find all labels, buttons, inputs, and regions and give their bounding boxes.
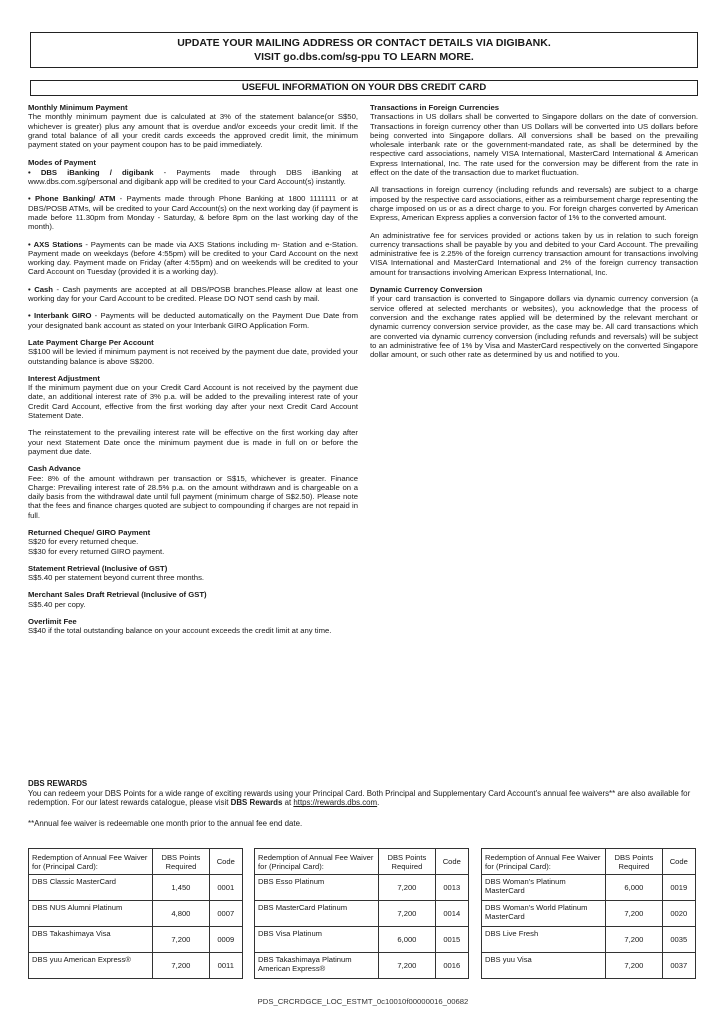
cash-adv-text: Fee: 8% of the amount withdrawn per transaction or S$15, whichever is greater. Finance Charge: Prevailing interest rate of 28.5% p.a. on the amount withdrawn and is chargeable on a daily basis from the withdrawal date until full payment (minimum charge of S$2.50). Please note that the fees and finance charges quoted are subject to compounding if charges are not repaid in full. <box>28 473 358 520</box>
foreign-text-1: Transactions in US dollars shall be converted to Singapore dollars on the date of conversion. Transactions in foreign currency other than US Dollars will be converted into US dollars before being converted into Singapore dollars. All conversions shall be based on the prevailing wholesale interbank rate or the government-mandated rate, as shall be determined by the respective card associations, namely VISA International, MasterCard International & American Express International, Inc. The rate used for the conversion may be different from the rate in effect on the date of the transaction due to market fluctuation. <box>370 112 698 178</box>
card-name: DBS MasterCard Platinum <box>255 901 379 927</box>
merchant-heading: Merchant Sales Draft Retrieval (Inclusive of GST) <box>28 590 207 600</box>
table-row <box>482 901 696 927</box>
overlimit-heading: Overlimit Fee <box>28 617 77 627</box>
code: 0015 <box>435 927 468 953</box>
overlimit-text: S$40 if the total outstanding balance on your account exceeds the credit limit at any time. <box>28 626 332 636</box>
redemption-table-3 <box>481 848 696 979</box>
code: 0001 <box>209 875 242 901</box>
interest-text-1: If the minimum payment due on your Credit Card Account is not received by the payment due date, an additional interest rate of 3% p.a. will be added to the prevailing interest rate of your Credit Card Account, effective from the first working day after your next Credit Card Account Statement Date. <box>28 383 358 421</box>
rewards-text-a: You can redeem your DBS Points for a wide range of exciting rewards using your Principal Card. Both Principal and Supplementary Card Account's annual fee waivers** are also available for redemption. For our latest rewards catalogue, please visit <box>28 788 691 808</box>
header-points: DBS Points Required <box>379 849 435 875</box>
header-name: Redemption of Annual Fee Waiver for (Principal Card): <box>29 849 153 875</box>
code: 0013 <box>435 875 468 901</box>
code: 0019 <box>662 875 695 901</box>
card-name: DBS Woman's World Platinum MasterCard <box>482 901 606 927</box>
table-row <box>482 953 696 979</box>
foreign-text-2: All transactions in foreign currency (including refunds and reversals) are subject to a charge imposed by the respective card associations, either as a reimbursement charge representing the charge imposed on us or as a direct charge to you. For foreign charges converted by American Express, American Express applies a conversion factor of 1% to the converted amount. <box>370 185 698 223</box>
merchant-text: S$5.40 per copy. <box>28 599 86 609</box>
annual-fee-note: **Annual fee waiver is redeemable one month prior to the annual fee end date. <box>28 818 303 828</box>
banner-line-2: VISIT go.dbs.com/sg-ppu TO LEARN MORE. <box>254 51 474 63</box>
section-title: USEFUL INFORMATION ON YOUR DBS CREDIT CARD <box>30 80 698 96</box>
header-code: Code <box>662 849 695 875</box>
redemption-table-1 <box>28 848 243 979</box>
late-heading: Late Payment Charge Per Account <box>28 337 154 347</box>
monthly-min-text: The monthly minimum payment due is calculated at 3% of the statement balance(or S$50, whichever is greater) plus any amount that is overdue and/or exceeds your credit limit. If the grand total balance of all your credit cards exceeds the approved credit limit, the minimum payment stated on your payment coupon has to be paid immediately. <box>28 112 358 150</box>
code: 0009 <box>209 927 242 953</box>
foreign-heading: Transactions in Foreign Currencies <box>370 103 500 112</box>
code: 0007 <box>209 901 242 927</box>
interest-heading: Interest Adjustment <box>28 373 100 383</box>
banner-line-1: UPDATE YOUR MAILING ADDRESS OR CONTACT DETAILS VIA DIGIBANK. <box>177 37 551 49</box>
table-row <box>29 953 243 979</box>
card-name: DBS Visa Platinum <box>255 927 379 953</box>
rewards-text-c: . <box>377 798 380 808</box>
rewards-text-b: at <box>282 798 294 808</box>
rewards-section <box>28 779 700 828</box>
rewards-link-label: DBS Rewards <box>230 798 283 808</box>
mode-ibanking-text: - Payments made through DBS iBanking at www.dbs.com.sg/personal and digibank app will be credited to your Card Account(s) instantly. <box>28 167 359 187</box>
card-name: DBS Takashimaya Visa <box>29 927 153 953</box>
table-header-row <box>255 849 469 875</box>
mode-giro-label: Interbank GIRO <box>33 311 92 321</box>
points: 7,200 <box>153 953 209 979</box>
code: 0014 <box>435 901 468 927</box>
code: 0016 <box>435 953 468 979</box>
points: 7,200 <box>606 953 662 979</box>
table-row <box>482 927 696 953</box>
table-header-row <box>482 849 696 875</box>
mode-cash-label: Cash <box>34 284 53 294</box>
mode-giro: • Interbank GIRO - Payments will be deducted automatically on the Payment Due Date from your designated bank account as stated on your Interbank GIRO Application Form. <box>28 311 358 330</box>
card-name: DBS yuu American Express® <box>29 953 153 979</box>
table-row <box>29 927 243 953</box>
mode-phone: • Phone Banking/ ATM - Payments made through Phone Banking at 1800 1111111 or at DBS/POSB ATMs, will be credited to your Card Account(s) on the next working day (if payment is made before 11.30pm from Monday - Saturday, & before 8pm on the last working day of the month). <box>28 194 358 232</box>
table-row <box>255 875 469 901</box>
points: 7,200 <box>379 875 435 901</box>
rewards-heading: DBS REWARDS <box>28 779 88 788</box>
mode-cash-text: - Cash payments are accepted at all DBS/POSB branches.Please allow at least one working day for your Card Account to be credited. Please DO NOT send cash by mail. <box>28 284 358 304</box>
mode-phone-label: Phone Banking/ ATM <box>35 194 116 204</box>
interest-text-2: The reinstatement to the prevailing interest rate will be effective on the first working day after your next Statement Date once the minimum payment due is made in full on or before the payment due date. <box>28 428 358 456</box>
table-row <box>29 901 243 927</box>
points: 4,800 <box>153 901 209 927</box>
card-name: DBS NUS Alumni Platinum <box>29 901 153 927</box>
modes-heading: Modes of Payment <box>28 158 96 168</box>
points: 7,200 <box>606 927 662 953</box>
points: 7,200 <box>606 901 662 927</box>
mode-cash: • Cash - Cash payments are accepted at all DBS/POSB branches.Please allow at least one working day for your Card Account to be credited. Please DO NOT send cash by mail. <box>28 284 358 304</box>
monthly-min-heading: Monthly Minimum Payment <box>28 103 128 112</box>
points: 7,200 <box>153 927 209 953</box>
cash-adv-heading: Cash Advance <box>28 464 81 474</box>
card-name: DBS yuu Visa <box>482 953 606 979</box>
late-text: S$100 will be levied if minimum payment is not received by the payment due date, provided your outstanding balance is above S$200. <box>28 347 358 366</box>
points: 1,450 <box>153 875 209 901</box>
header-code: Code <box>435 849 468 875</box>
points: 7,200 <box>379 901 435 927</box>
mode-ibanking: • DBS iBanking / digibank - Payments made through DBS iBanking at www.dbs.com.sg/personal and digibank app will be credited to your Card Account(s) instantly. <box>28 167 359 187</box>
returned-heading: Returned Cheque/ GIRO Payment <box>28 527 151 537</box>
code: 0020 <box>662 901 695 927</box>
header-code: Code <box>209 849 242 875</box>
table-row <box>255 927 469 953</box>
statement-text: S$5.40 per statement beyond current three months. <box>28 573 205 583</box>
left-column <box>28 103 358 636</box>
dcc-heading: Dynamic Currency Conversion <box>370 285 483 295</box>
code: 0011 <box>209 953 242 979</box>
header-name: Redemption of Annual Fee Waiver for (Principal Card): <box>255 849 379 875</box>
statement-heading: Statement Retrieval (Inclusive of GST) <box>28 563 168 573</box>
document-code-footer: PDS_CRCRDGCE_LOC_ESTMT_0c10010f00000016_00682 <box>257 997 469 1006</box>
mode-axs-text: - Payments can be made via AXS Stations including m- Station and e-Station. Payment made on weekdays (before 4:55pm) will be credited to your Card Account on the next working day. Payment made on Friday (after 4:55pm) and on weekends will be credited to your Card Account on Tuesday (provided it is a working day). <box>28 239 358 277</box>
mode-phone-text: - Payments made through Phone Banking at 1800 1111111 or at DBS/POSB ATMs, will be credited to your Card Account(s) on the next working day (if payment is made before 11.30pm from Monday - Saturday, & before 8pm on the last working day of the month). <box>28 194 358 232</box>
returned-line-2: S$30 for every returned GIRO payment. <box>28 546 165 556</box>
right-column <box>370 103 698 359</box>
points: 6,000 <box>379 927 435 953</box>
table-row <box>255 901 469 927</box>
header-points: DBS Points Required <box>606 849 662 875</box>
header-name: Redemption of Annual Fee Waiver for (Principal Card): <box>482 849 606 875</box>
card-name: DBS Takashimaya Platinum American Express® <box>255 953 379 979</box>
points: 6,000 <box>606 875 662 901</box>
mode-axs-label: AXS Stations <box>33 239 83 249</box>
code: 0035 <box>662 927 695 953</box>
foreign-text-3: An administrative fee for services provided or actions taken by us in relation to such foreign currency transactions shall be payable by you and debited to your Card Account. The prevailing administrative fee is 2.25% of the foreign currency transaction amount for transactions involving VISA International and MasterCard International and 2% of the foreign currency transaction amount for transactions involving American Express International, Inc. <box>370 230 698 277</box>
points: 7,200 <box>379 953 435 979</box>
mode-giro-text: - Payments will be deducted automatically on the Payment Due Date from your designated bank account as stated on your Interbank GIRO Application Form. <box>28 311 358 330</box>
card-name: DBS Esso Platinum <box>255 875 379 901</box>
header-points: DBS Points Required <box>153 849 209 875</box>
dcc-text: If your card transaction is converted to Singapore dollars via dynamic currency conversion (a service offered at selected merchants or websites), you acknowledge that the process of conversion and the exchange rates applied will be determined by the relevant merchant or dynamic currency conversion service provider, as the case may be. All card transactions which are converted via dynamic currency conversion (including refunds and reversals) will be subject to an administrative fee of 1% by Visa and MasterCard respectively on the converted Singapore dollar amount, or such other rate as determined by us and notified to you. <box>370 294 698 360</box>
table-row <box>255 953 469 979</box>
redemption-table-2 <box>254 848 469 979</box>
rewards-url-link[interactable]: https://rewards.dbs.com <box>293 798 378 808</box>
table-row <box>482 875 696 901</box>
card-name: DBS Classic MasterCard <box>29 875 153 901</box>
code: 0037 <box>662 953 695 979</box>
table-row <box>29 875 243 901</box>
card-name: DBS Live Fresh <box>482 927 606 953</box>
card-name: DBS Woman's Platinum MasterCard <box>482 875 606 901</box>
returned-line-1: S$20 for every returned cheque. <box>28 537 139 547</box>
rewards-text <box>28 789 700 808</box>
mode-axs: • AXS Stations - Payments can be made via AXS Stations including m- Station and e-Station. Payment made on weekdays (before 4:55pm) will be credited to your Card Account on the next working day. Payment made on Friday (after 4:55pm) and on weekends will be credited to your Card Account on Tuesday (provided it is a working day). <box>28 239 358 277</box>
mode-ibanking-label: DBS iBanking / digibank <box>40 167 154 177</box>
table-header-row <box>29 849 243 875</box>
mailing-address-banner <box>30 32 698 68</box>
